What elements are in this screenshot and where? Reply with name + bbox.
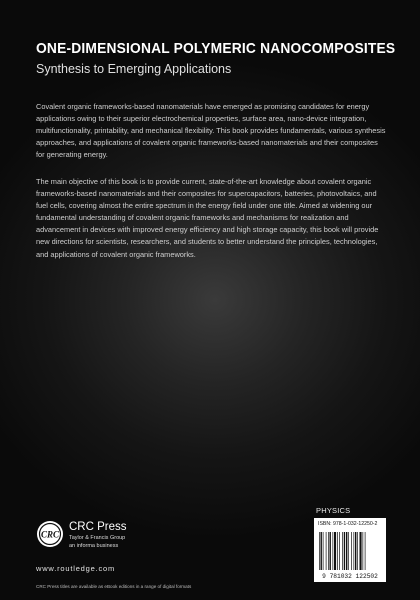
- ebook-availability-note: CRC Press titles are available as eBook editions in a range of digital formats: [36, 584, 192, 589]
- barcode-digits: 9 781032 122502: [322, 573, 378, 580]
- publisher-logo: [36, 520, 196, 570]
- description-paragraph-1: Covalent organic frameworks-based nanomaterials have emerged as promising candidates for energy applications owing to their superior electrochemical properties, surface area, nano-device integration, multifunctionality, printability, and mechanical flexibility. This book provides fundamentals, various synthesis approaches, and applications of covalent organic frameworks-based nanomaterials and their composites for generating energy.: [36, 102, 386, 160]
- crc-press-logo-icon: [36, 520, 64, 548]
- description-paragraph-2: The main objective of this book is to provide current, state-of-the-art knowledge about covalent organic frameworks-based nanomaterials and their composites for supercapacitors, batteries, photovoltaics, and fuel cells, covering almost the entire spectrum in the energy field under one title. Aimed at widening our fundamental understanding of covalent organic frameworks and mechanisms for realization and advancement in devices with improved energy efficiency and high storage capacity, this book will provide new directions for scientists, researchers, and students to better understand the principles, technologies, and applications of covalent organic frameworks.: [36, 177, 379, 259]
- publisher-group: Taylor & Francis Group: [69, 535, 126, 541]
- book-subtitle: Synthesis to Emerging Applications: [36, 62, 232, 76]
- isbn-text: ISBN: 978-1-032-12250-2: [318, 521, 378, 527]
- publisher-name: CRC Press: [69, 521, 127, 533]
- publisher-tagline: an informa business: [69, 543, 119, 549]
- subject-category: PHYSICS: [316, 506, 351, 515]
- barcode-icon: [317, 530, 383, 580]
- logo-mark-text: CRC: [40, 529, 60, 540]
- book-title: ONE-DIMENSIONAL POLYMERIC NANOCOMPOSITES: [36, 40, 396, 57]
- publisher-url: www.routledge.com: [36, 564, 116, 573]
- isbn-barcode: [314, 518, 386, 582]
